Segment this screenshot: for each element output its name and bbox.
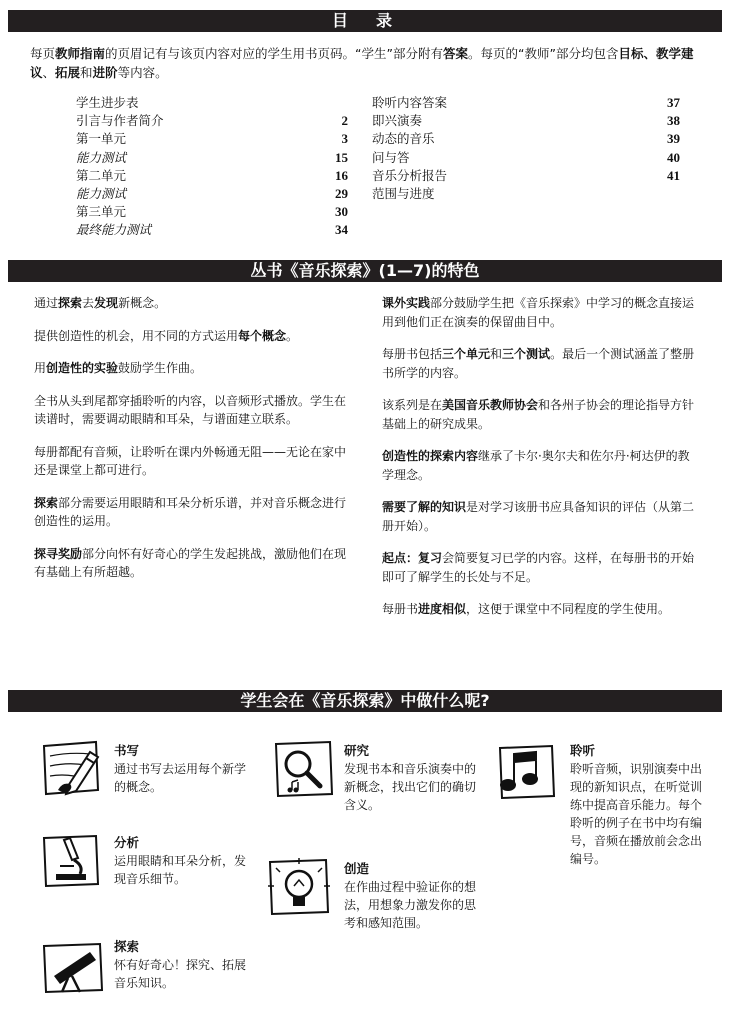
bold-text: 三个单元 xyxy=(442,347,491,361)
microscope-icon xyxy=(40,830,102,890)
bold-text: 拓展 xyxy=(55,65,81,80)
toc-entry[interactable] xyxy=(76,203,348,221)
activity-create-title: 创造 xyxy=(344,861,370,876)
text-run: 和各州子协会的理论指导方针基础上的研究成果。 xyxy=(382,398,695,431)
feature-paragraph xyxy=(382,396,700,433)
toc-entry-label: 问与答 xyxy=(372,149,410,165)
text-run: 鼓励学生作曲。 xyxy=(118,361,203,375)
bold-text: 美国音乐教师协会 xyxy=(442,398,539,412)
feature-paragraph xyxy=(34,294,352,313)
activity-listen-text: 聆听音频，识别演奏中出现的新知识点，在听觉训练中提高音乐能力。每个聆听的例子在书中均有编号，音频在播放前会念出编号。 xyxy=(570,762,703,866)
toc-entry-label: 学生进步表 xyxy=(76,95,139,110)
toc-entry-page: 40 xyxy=(667,149,680,165)
activity-listen-title: 聆听 xyxy=(570,743,596,758)
toc-entry-label: 最终能力测试 xyxy=(76,222,152,238)
activity-create-text: 在作曲过程中验证你的想法，用想象力激发你的思考和感知范围。 xyxy=(344,880,477,930)
toc-left-column xyxy=(76,94,348,240)
lightbulb-icon xyxy=(266,856,332,918)
toc-entry-label: 即兴演奏 xyxy=(372,113,423,129)
pencil-writing-icon xyxy=(40,738,102,798)
toc-entry-page: 30 xyxy=(335,204,348,220)
toc-entry-page: 3 xyxy=(341,131,348,147)
toc-entry[interactable] xyxy=(76,149,348,167)
toc-entry-label: 范围与进度 xyxy=(372,185,435,201)
bold-text: 答案 xyxy=(442,46,468,61)
toc-entry[interactable] xyxy=(372,112,680,130)
activity-explore xyxy=(114,938,250,992)
contents-title: 目 录 xyxy=(8,10,722,32)
telescope-icon xyxy=(40,938,106,996)
feature-paragraph xyxy=(382,447,700,484)
bold-text: 三个测试 xyxy=(502,347,551,361)
toc-entry-label: 动态的音乐 xyxy=(372,131,435,147)
activity-create xyxy=(344,860,482,932)
text-run: 每页 xyxy=(30,46,56,61)
toc-entry[interactable] xyxy=(372,130,680,148)
text-run: 每册书包括 xyxy=(382,347,443,361)
toc-entry-label: 能力测试 xyxy=(76,185,127,201)
activities-title: 学生会在《音乐探索》中做什么呢? xyxy=(8,690,722,712)
text-run: 部分向怀有好奇心的学生发起挑战，激励他们在现有基础上有所超越。 xyxy=(34,546,347,579)
toc-entry[interactable] xyxy=(372,94,680,112)
feature-paragraph xyxy=(34,392,352,429)
toc-entry-label: 音乐分析报告 xyxy=(372,167,448,183)
toc-entry[interactable] xyxy=(372,167,680,185)
activity-write xyxy=(114,742,250,796)
toc-entry[interactable] xyxy=(372,185,680,203)
text-run: 和 xyxy=(490,347,503,361)
text-run: 每册书 xyxy=(382,602,419,616)
activity-listen xyxy=(570,742,706,868)
music-notes-icon xyxy=(494,742,558,802)
feature-paragraph xyxy=(382,498,700,535)
toc-entry-page: 39 xyxy=(667,131,680,147)
text-run: 提供创造性的机会，用不同的方式运用 xyxy=(34,328,239,343)
toc-entry-page: 38 xyxy=(667,113,680,129)
magnifier-icon xyxy=(272,738,336,800)
activity-explore-title: 探索 xyxy=(114,939,140,954)
text-run: 。每页的“教师”部分均包含 xyxy=(468,46,619,61)
feature-paragraph xyxy=(382,345,700,382)
toc-entry-page: 34 xyxy=(335,222,348,238)
features-title: 丛书《音乐探索》(1—7)的特色 xyxy=(8,260,722,282)
text-run: 通过 xyxy=(34,296,59,310)
text-run: 部分需要运用眼睛和耳朵分析乐谱，并对音乐概念进行创造性的运用。 xyxy=(34,495,347,528)
bold-text: 教师指南 xyxy=(55,46,106,61)
activity-research-title: 研究 xyxy=(344,743,370,758)
activity-analyze xyxy=(114,834,250,888)
toc-entry-label: 第一单元 xyxy=(76,131,127,147)
bold-text: 探索 xyxy=(58,296,83,310)
bold-text: 创造性的探索内容 xyxy=(382,449,479,463)
text-run: 。最后一个测试涵盖了整册书所学的内容。 xyxy=(382,347,695,380)
activity-analyze-text: 运用眼睛和耳朵分析，发现音乐细节。 xyxy=(114,854,247,886)
features-right-column xyxy=(382,294,700,633)
feature-paragraph xyxy=(34,443,352,480)
toc-entry-page: 2 xyxy=(341,113,348,129)
toc-entry[interactable] xyxy=(372,149,680,167)
features-left-column xyxy=(34,294,352,596)
contents-intro xyxy=(30,44,700,82)
text-run: 该系列是在 xyxy=(382,398,443,412)
text-run: 会简要复习已学的内容。这样，在每册书的开始即可了解学生的长处与不足。 xyxy=(382,551,695,584)
toc-entry-page: 37 xyxy=(667,95,680,110)
toc-entry[interactable] xyxy=(76,185,348,203)
toc-entry-page: 41 xyxy=(667,167,680,183)
toc-entry-page: 15 xyxy=(335,149,348,165)
toc-entry[interactable] xyxy=(76,94,348,112)
toc-entry-label: 第二单元 xyxy=(76,167,127,183)
activity-explore-text: 怀有好奇心！探究、拓展音乐知识。 xyxy=(114,958,247,990)
text-run: 等内容。 xyxy=(117,65,168,80)
toc-entry-label: 能力测试 xyxy=(76,149,127,165)
feature-paragraph xyxy=(34,545,352,582)
feature-paragraph xyxy=(382,294,700,331)
activity-research-text: 发现书本和音乐演奏中的新概念，找出它们的确切含义。 xyxy=(344,762,477,812)
text-run: ，这便于课堂中不同程度的学生使用。 xyxy=(466,602,671,616)
text-run: 全书从头到尾都穿插聆听的内容，以音频形式播放。学生在读谱时，需要调动眼睛和耳朵，与谱面建立联系。 xyxy=(34,393,347,426)
toc-entry-page: 16 xyxy=(335,167,348,183)
toc-entry-label: 聆听内容答案 xyxy=(372,95,448,110)
text-run: 用 xyxy=(34,361,47,375)
bold-text: 发现 xyxy=(94,296,119,310)
bold-text: 需要了解的知识 xyxy=(382,500,467,514)
feature-paragraph xyxy=(34,494,352,531)
bold-text: 探寻奖励 xyxy=(34,546,83,561)
bold-text: 课外实践 xyxy=(382,296,431,310)
text-run: 是对学习该册书应具备知识的评估（从第二册开始）。 xyxy=(382,500,695,533)
bold-text: 探索 xyxy=(34,495,59,510)
toc-right-column xyxy=(372,94,680,203)
activity-write-title: 书写 xyxy=(114,743,140,758)
activity-write-text: 通过书写去运用每个新学的概念。 xyxy=(114,762,247,794)
toc-entry-label: 引言与作者简介 xyxy=(76,113,164,129)
text-run: 继承了卡尔·奥尔夫和佐尔丹·柯达伊的教学理念。 xyxy=(382,449,690,482)
bold-text: 起点：复习 xyxy=(382,551,443,565)
activity-research xyxy=(344,742,482,814)
toc-entry[interactable] xyxy=(76,221,348,239)
toc-entry[interactable] xyxy=(76,167,348,185)
feature-paragraph xyxy=(34,327,352,346)
text-run: 、 xyxy=(42,65,56,80)
text-run: 部分鼓励学生把《音乐探索》中学习的概念直接运用到他们正在演奏的保留曲目中。 xyxy=(382,296,695,329)
toc-entry[interactable] xyxy=(76,112,348,130)
text-run: 新概念。 xyxy=(118,296,167,310)
text-run: 去 xyxy=(82,296,95,310)
toc-entry[interactable] xyxy=(76,130,348,148)
feature-paragraph xyxy=(34,359,352,378)
activity-analyze-title: 分析 xyxy=(114,835,140,850)
feature-paragraph xyxy=(382,600,700,619)
text-run: 和 xyxy=(80,65,93,80)
feature-paragraph xyxy=(382,549,700,586)
toc-entry-page: 29 xyxy=(335,185,348,201)
toc-entry-label: 第三单元 xyxy=(76,204,127,220)
bold-text: 每个概念 xyxy=(238,328,287,343)
bold-text: 目标、教学建议 xyxy=(30,46,694,80)
bold-text: 进阶 xyxy=(92,65,118,80)
text-run: 的页眉记有与该页内容对应的学生用书页码。“学生”部分附有 xyxy=(105,46,443,61)
text-run: 每册都配有音频，让聆听在课内外畅通无阻——无论在家中还是课堂上都可进行。 xyxy=(34,444,347,477)
bold-text: 进度相似 xyxy=(418,602,467,616)
text-run: 。 xyxy=(286,328,299,343)
bold-text: 创造性的实验 xyxy=(46,361,119,375)
